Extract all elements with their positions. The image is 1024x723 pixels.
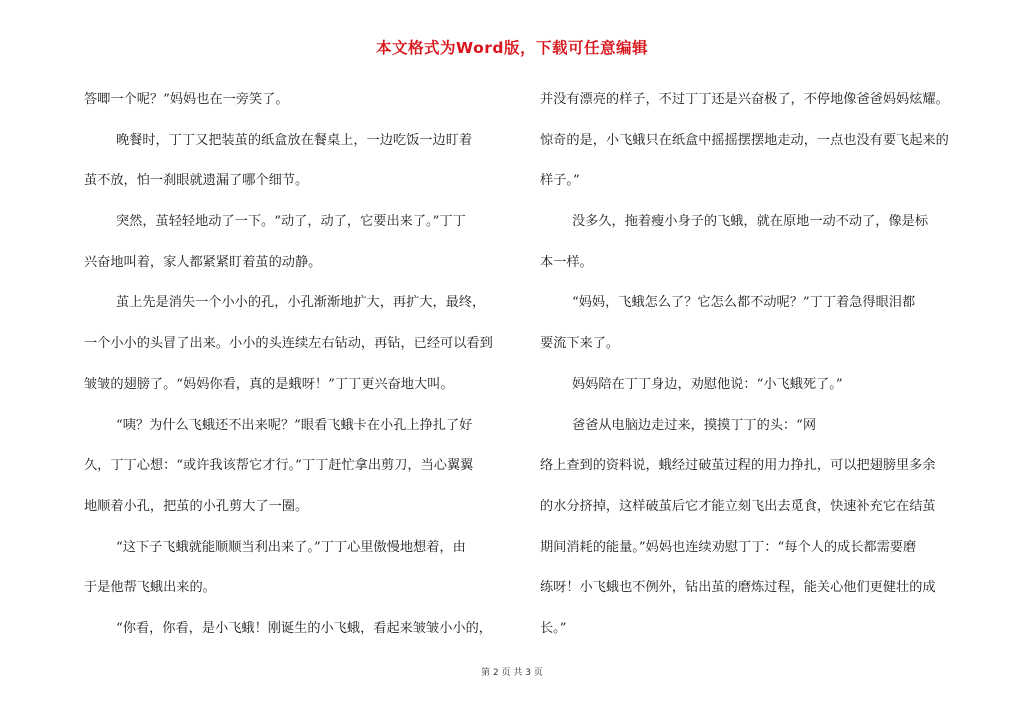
text-line: 晚餐时，丁丁又把装茧的纸盒放在餐桌上，一边吃饭一边盯着 bbox=[116, 132, 473, 148]
text-line: 要流下来了。 bbox=[540, 336, 620, 352]
text-line: 久，丁丁心想：“或许我该帮它才行。”丁丁赶忙拿出剪刀，当心翼翼 bbox=[84, 458, 474, 474]
text-line: “这下子飞蛾就能顺顺当利出来了。”丁丁心里傲慢地想着，由 bbox=[116, 539, 466, 555]
text-line: 没多久，拖着瘦小身子的飞蛾，就在原地一动不动了，像是标 bbox=[572, 214, 929, 230]
text-line: 茧上先是消失一个小小的孔，小孔渐渐地扩大，再扩大，最终， bbox=[116, 295, 486, 311]
text-line: 期间消耗的能量。”妈妈也连续劝慰丁丁：“每个人的成长都需要磨 bbox=[540, 539, 917, 555]
text-line: “妈妈，飞蛾怎么了？它怎么都不动呢？”丁丁着急得眼泪都 bbox=[572, 295, 916, 311]
right-text-column bbox=[540, 80, 970, 650]
text-line: 样子。” bbox=[540, 173, 580, 189]
text-line: 答唧一个呢？”妈妈也在一旁笑了。 bbox=[84, 92, 289, 107]
text-line: 突然，茧轻轻地动了一下。“动了，动了，它要出来了。”丁丁 bbox=[116, 214, 466, 230]
text-line: 本一样。 bbox=[540, 254, 593, 270]
text-line: 的水分挤掉，这样破茧后它才能立刻飞出去觅食，快速补充它在结茧 bbox=[540, 498, 936, 514]
text-line: 练呀！小飞蛾也不例外，钻出茧的磨炼过程，能关心他们更健壮的成 bbox=[540, 580, 936, 596]
page-number: 第 2 页 共 3 页 bbox=[481, 668, 543, 678]
text-line: 妈妈陪在丁丁身边，劝慰他说：“小飞蛾死了。” bbox=[572, 376, 843, 392]
text-line: 兴奋地叫着，家人都紧紧盯着茧的动静。 bbox=[84, 254, 322, 270]
text-line: “咦？为什么飞蛾还不出来呢？”眼看飞蛾卡在小孔上挣扎了好 bbox=[116, 417, 473, 433]
text-line: 皱皱的翅膀了。“妈妈你看，真的是蛾呀！”丁丁更兴奋地大叫。 bbox=[84, 376, 454, 392]
text-line: “你看，你看，是小飞蛾！刚诞生的小飞蛾，看起来皱皱小小的， bbox=[116, 620, 492, 636]
text-line: 一个小小的头冒了出来。小小的头连续左右钻动，再钻，已经可以看到 bbox=[84, 336, 493, 352]
text-line: 长。” bbox=[540, 620, 567, 636]
text-line: 并没有漂亮的样子，不过丁丁还是兴奋极了，不停地像爸爸妈妈炫耀。 bbox=[540, 92, 949, 107]
text-line: 络上查到的资料说，蛾经过破茧过程的用力挣扎，可以把翅膀里多余 bbox=[540, 458, 936, 474]
text-line: 地顺着小孔，把茧的小孔剪大了一圈。 bbox=[84, 498, 309, 514]
left-text-column bbox=[84, 80, 514, 650]
document-banner: 本文格式为Word版，下载可任意编辑 bbox=[376, 39, 648, 57]
text-line: 茧不放，怕一刹眼就遗漏了哪个细节。 bbox=[84, 173, 309, 189]
text-line: 于是他帮飞蛾出来的。 bbox=[84, 580, 216, 596]
text-line: 惊奇的是，小飞蛾只在纸盒中摇摇摆摆地走动，一点也没有要飞起来的 bbox=[540, 132, 949, 148]
text-line: 爸爸从电脑边走过来，摸摸丁丁的头：“网 bbox=[572, 417, 817, 433]
